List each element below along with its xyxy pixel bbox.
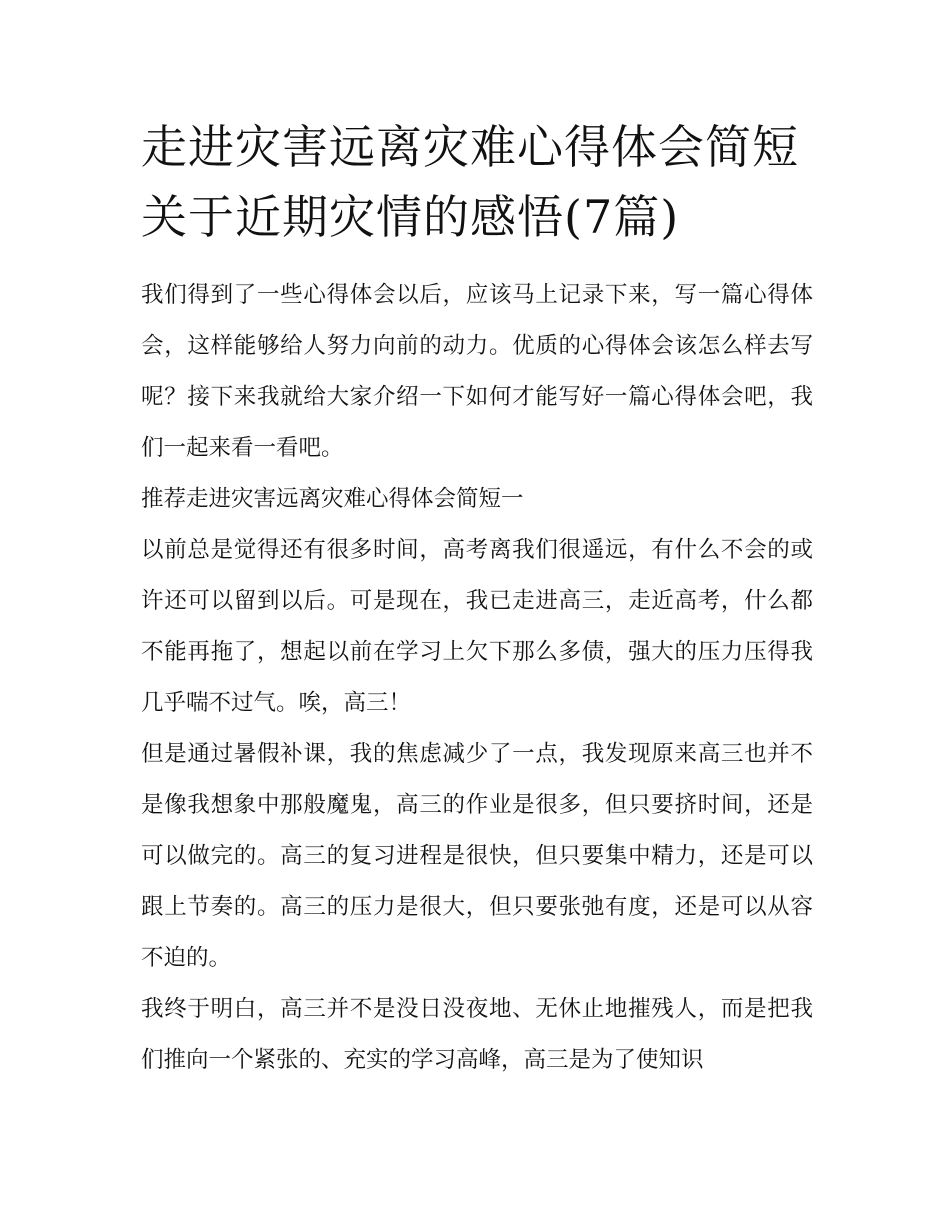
document-title: 走进灾害远离灾难心得体会简短 关于近期灾情的感悟(7篇) — [141, 120, 799, 244]
body-paragraph-3: 我终于明白，高三并不是没日没夜地、无休止地摧残人，而是把我们推向一个紧张的、充实的学习高峰，高三是为了使知识 — [141, 996, 813, 1073]
body-paragraph-1: 以前总是觉得还有很多时间，高考离我们很遥远，有什么不会的或许还可以留到以后。可是现在，我已走进高三，走近高考，什么都不能再拖了，想起以前在学习上欠下那么多债，强大的压力压得我几乎喘不过气。唉，高三！ — [141, 537, 813, 716]
document-body — [141, 270, 813, 1086]
body-paragraph-2: 但是通过暑假补课，我的焦虑减少了一点，我发现原来高三也并不是像我想象中那般魔鬼，高三的作业是很多，但只要挤时间，还是可以做完的。高三的复习进程是很快，但只要集中精力，还是可以跟上节奏的。高三的压力是很大，但只要张弛有度，还是可以从容不迫的。 — [141, 741, 813, 971]
section-heading: 推荐走进灾害远离灾难心得体会简短一 — [141, 486, 524, 512]
document-page — [141, 112, 813, 1086]
intro-paragraph: 我们得到了一些心得体会以后，应该马上记录下来，写一篇心得体会，这样能够给人努力向前的动力。优质的心得体会该怎么样去写呢？接下来我就给大家介绍一下如何才能写好一篇心得体会吧，我们一起来看一看吧。 — [141, 282, 813, 461]
